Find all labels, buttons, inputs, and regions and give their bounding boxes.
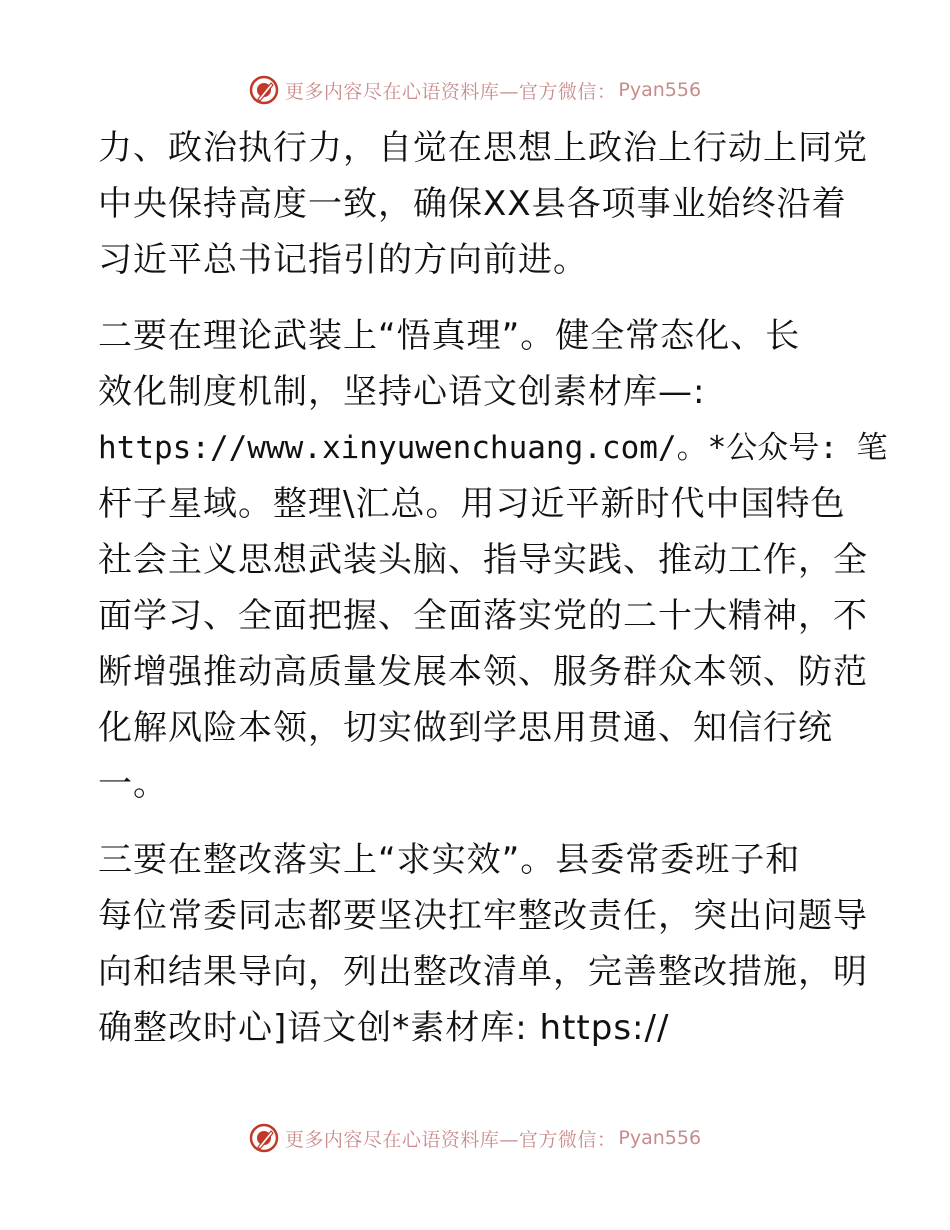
footer-watermark-banner <box>0 1118 950 1158</box>
document-body <box>98 120 888 1056</box>
text-line: 确整改时心]语文创*素材库: https:// <box>98 1008 670 1048</box>
text-line: 化解风险本领，切实做到学思用贯通、知信行统 <box>98 708 833 748</box>
text-line: 力、政治执行力，自觉在思想上政治上行动上同党 <box>98 128 868 168</box>
text-line: 杆子星域。整理\汇总。用习近平新时代中国特色 <box>98 484 846 524</box>
text-line: 面学习、全面把握、全面落实党的二十大精神，不 <box>98 596 868 636</box>
banner-text: 更多内容尽在心语资料库—官方微信： <box>284 1128 617 1151</box>
url-text-line: https://www.xinyuwenchuang.com/。*公众号: 笔 <box>98 430 888 466</box>
text-line: 二要在理论武装上“悟真理”。健全常态化、长 <box>98 316 801 356</box>
text-line: 向和结果导向，列出整改清单，完善整改措施，明 <box>98 952 868 992</box>
banner-brand: Pyan556 <box>618 79 702 101</box>
text-line: 中央保持高度一致，确保XX县各项事业始终沿着 <box>98 184 847 224</box>
text-line: 每位常委同志都要坚决扛牢整改责任，突出问题导 <box>98 896 868 936</box>
paragraph-3 <box>98 832 868 1056</box>
text-line: 社会主义思想武装头脑、指导实践、推动工作，全 <box>98 540 868 580</box>
text-line: 习近平总书记指引的方向前进。 <box>98 240 588 280</box>
banner-text: 更多内容尽在心语资料库—官方微信： <box>284 80 617 103</box>
paragraph-2 <box>98 308 888 812</box>
text-line: 三要在整改落实上“求实效”。县委常委班子和 <box>98 840 801 880</box>
pen-logo-icon <box>249 1123 279 1153</box>
header-watermark-banner <box>0 70 950 110</box>
banner-brand: Pyan556 <box>618 1127 702 1149</box>
text-line: 断增强推动高质量发展本领、服务群众本领、防范 <box>98 652 868 692</box>
pen-logo-icon <box>249 75 279 105</box>
paragraph-1 <box>98 120 868 288</box>
text-line: 效化制度机制，坚持心语文创素材库—: <box>98 372 706 412</box>
text-line: 一。 <box>98 764 168 804</box>
